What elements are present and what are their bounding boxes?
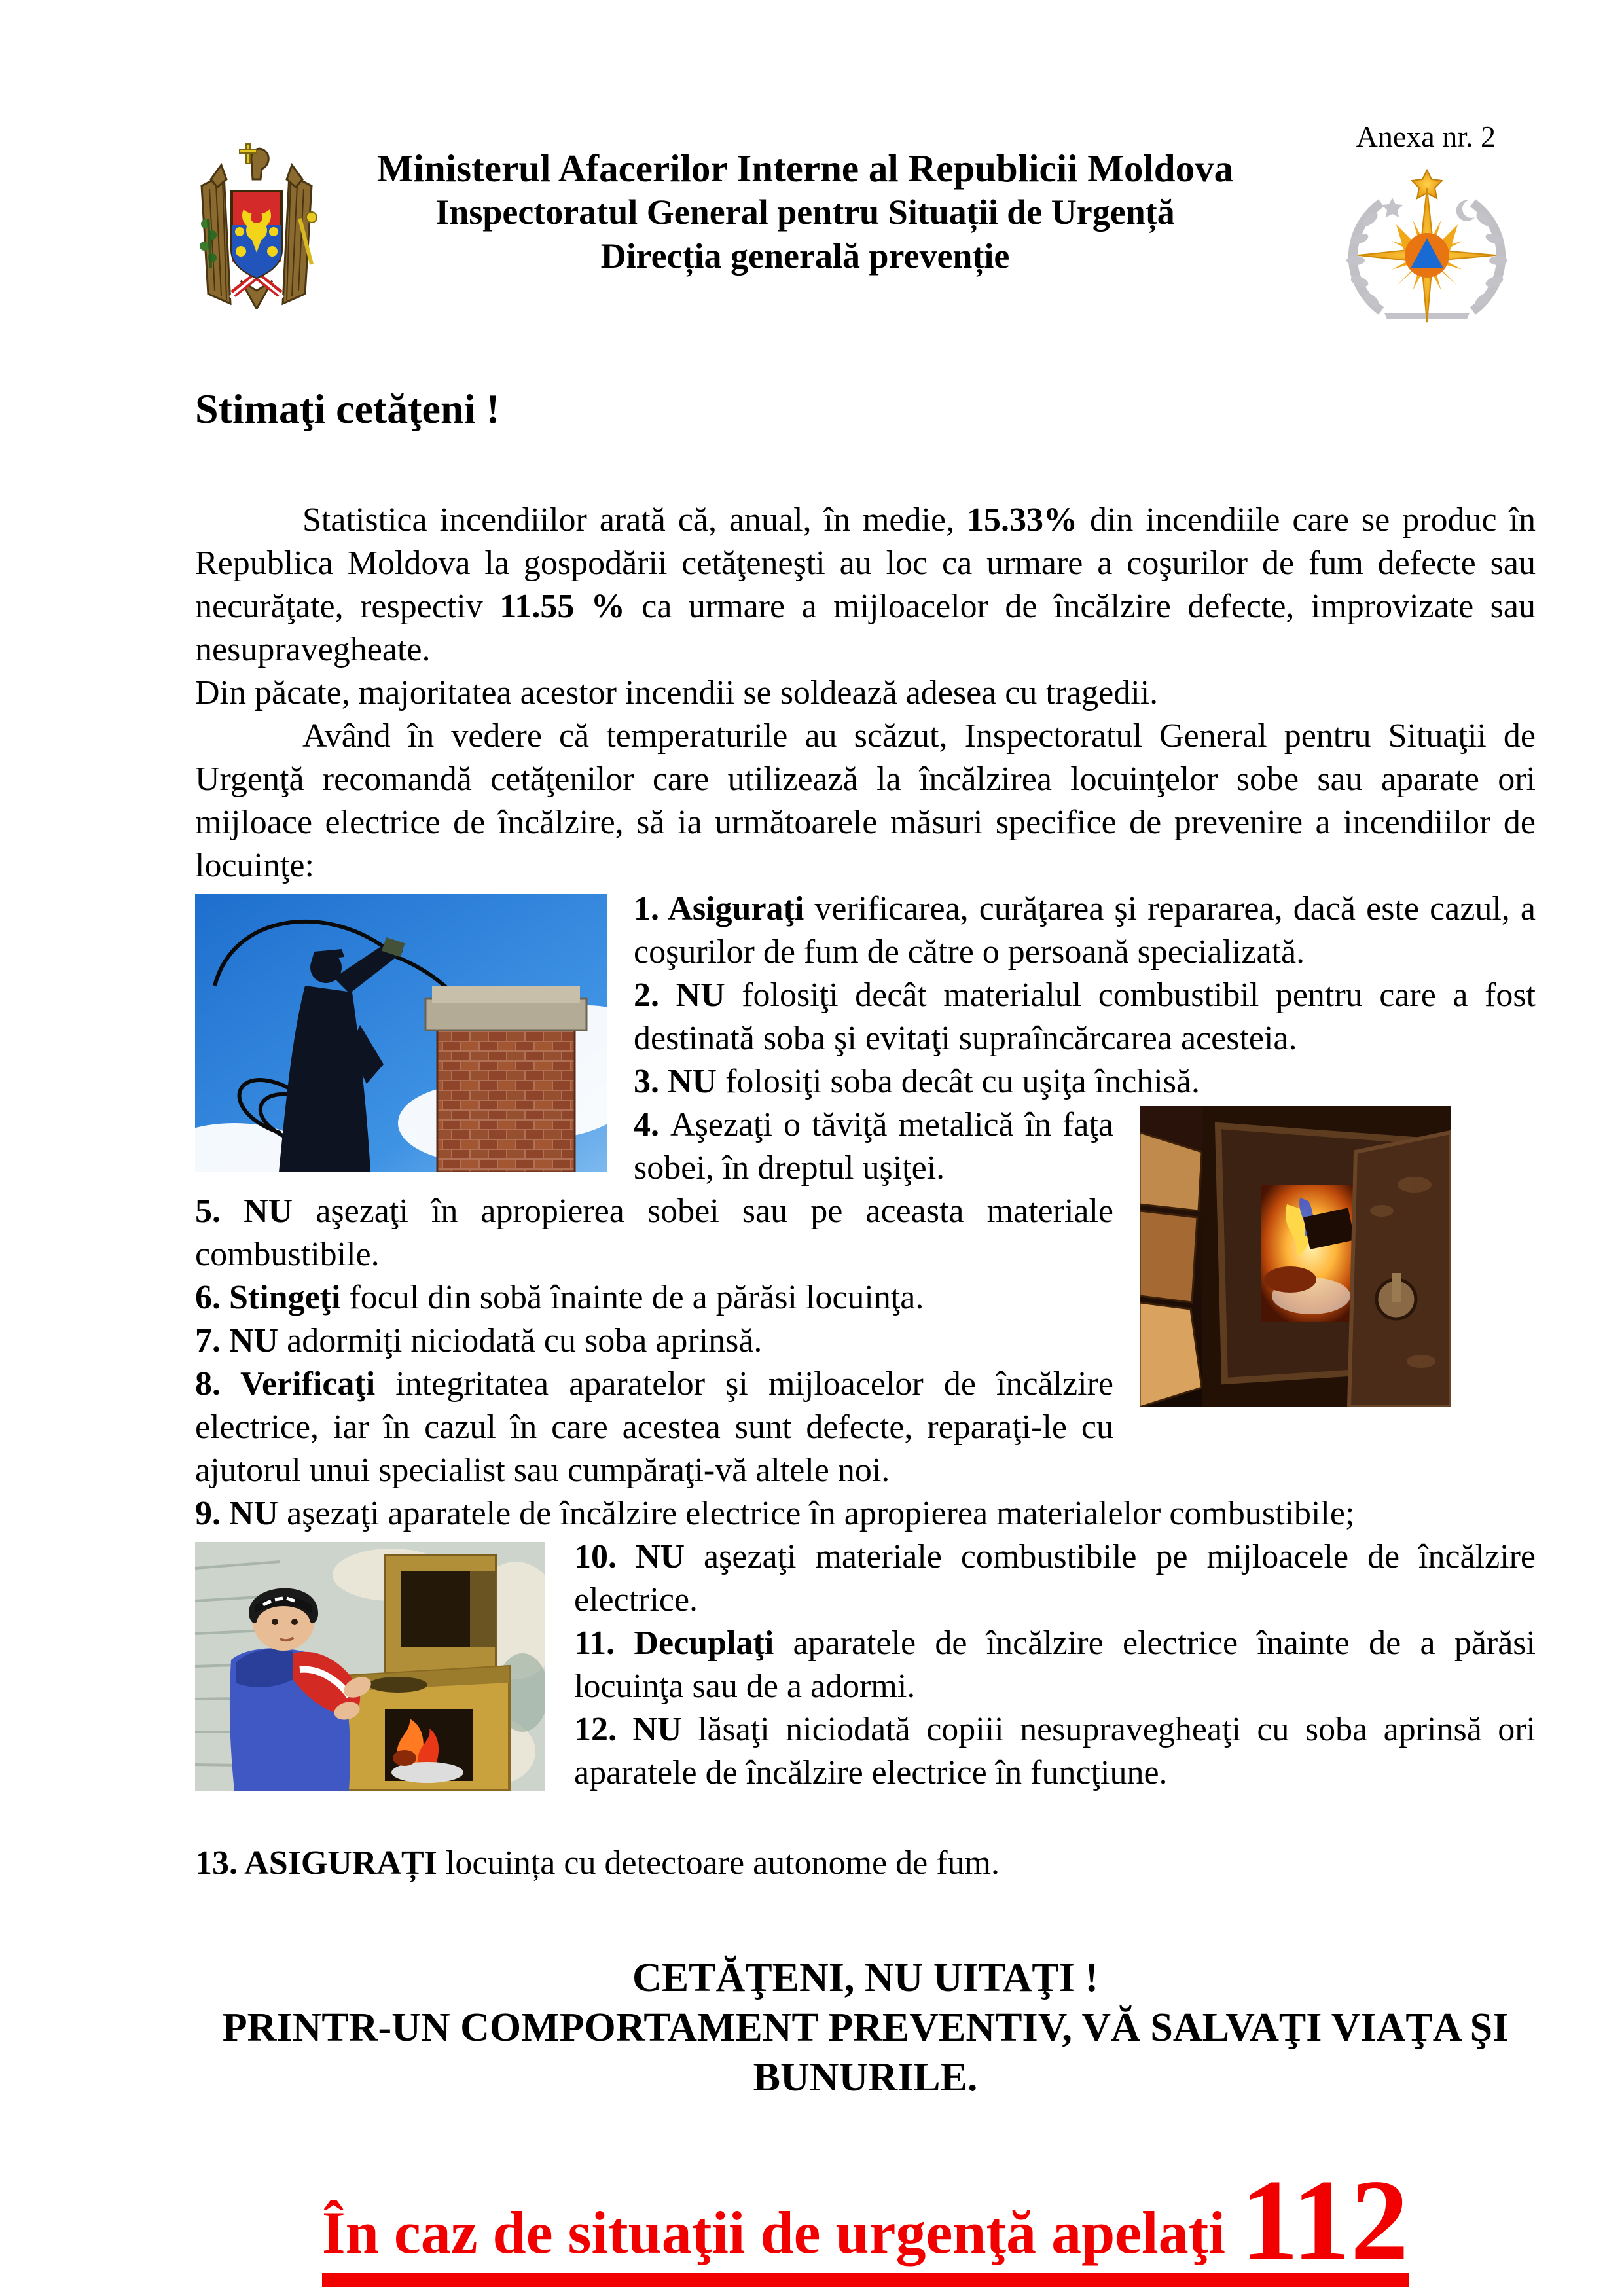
directorate-title: Direcția generală prevenție	[600, 236, 1010, 276]
list-item: 2. NU folosiţi decât materialul combustibil pentru care a fost destinată soba şi evitaţi supraîncărcarea acesteia.	[634, 977, 1536, 1057]
emergency-text: În caz de situaţii de urgenţă apelaţi	[321, 2199, 1240, 2266]
closing-appeal	[195, 1953, 1536, 2102]
child-warming-at-stove-photo	[195, 1542, 545, 1791]
list-item: 1. Asiguraţi verificarea, curăţarea şi repararea, dacă este cazul, a coşurilor de fum de către o persoană specializată.	[634, 890, 1536, 971]
salutation: Stimaţi cetăţeni !	[195, 386, 500, 432]
document-body	[195, 387, 1536, 2287]
statistic-percent-1: 15.33%	[966, 501, 1077, 539]
intro-paragraph-1: Statistica incendiilor arată că, anual, în medie, 15.33% din incendiile care se produc în Republica Moldova la gospodării cetăţeneşti au loc ca urmare a coşurilor de fum defecte sau necurăţate, respectiv 11.55 % ca urmare a mijloacelor de încălzire defecte, improvizate sau nesupravegheate.	[195, 501, 1536, 668]
list-item-13: 13. ASIGURAȚI locuința cu detectoare autonome de fum.	[195, 1844, 1000, 1882]
list-item: 9. NU aşezaţi aparatele de încălzire electrice în apropierea materialelor combustibile;	[195, 1495, 1355, 1532]
closing-line-2: PRINTR-UN COMPORTAMENT PREVENTIV, VĂ SALVAŢI VIAŢA ŞI BUNURILE.	[222, 2005, 1509, 2100]
list-item: 10. NU aşezaţi materiale combustibile pe mijloacele de încălzire electrice.	[574, 1538, 1536, 1619]
statistic-percent-2: 11.55 %	[499, 588, 625, 625]
emergency-call-banner	[195, 2155, 1536, 2287]
annex-label: Anexa nr. 2	[1356, 120, 1496, 153]
list-item: 6. Stingeţi focul din sobă înainte de a părăsi locuinţa.	[195, 1279, 924, 1316]
list-item: 4. Aşezaţi o tăviţă metalică în faţa sobei, în dreptul uşiţei.	[634, 1106, 1113, 1187]
intro-paragraph-3: Având în vedere că temperaturile au scăzut, Inspectoratul General pentru Situaţii de Urgenţă recomandă cetăţenilor care utilizează la încălzirea locuinţelor sobe sau aparate ori mijloace electrice de încălzire, să ia următoarele măsuri specifice de prevenire a incendiilor de locuinţe:	[195, 717, 1536, 884]
stove-fire-photo	[1140, 1106, 1451, 1407]
chimney-sweep-photo	[195, 894, 607, 1172]
header-titles	[288, 147, 1322, 278]
ministry-title: Ministerul Afacerilor Interne al Republicii Moldova	[376, 147, 1234, 190]
list-item: 3. NU folosiţi soba decât cu uşiţa închisă.	[634, 1063, 1200, 1100]
emergency-number-112: 112	[1240, 2155, 1409, 2285]
list-item: 5. NU aşezaţi în apropierea sobei sau pe aceasta materiale combustibile.	[195, 1193, 1114, 1273]
closing-line-1: CETĂŢENI, NU UITAŢI !	[632, 1956, 1098, 2000]
list-item: 12. NU lăsaţi niciodată copiii nesupravegheaţi cu soba aprinsă ori aparatele de încălzire electrice în funcţiune.	[574, 1711, 1536, 1791]
igsu-emblem-icon	[1319, 157, 1535, 329]
inspectorate-title: Inspectoratul General pentru Situații de Urgență	[435, 192, 1175, 232]
list-item: 7. NU adormiţi niciodată cu soba aprinsă.	[195, 1322, 763, 1359]
list-item: 8. Verificaţi integritatea aparatelor şi mijloacelor de încălzire electrice, iar în cazul în care acestea sunt defecte, reparaţi-le cu ajutorul unui specialist sau cumpăraţi-vă altele noi.	[195, 1365, 1114, 1489]
intro-paragraph-2: Din păcate, majoritatea acestor incendii se soldează adesea cu tragedii.	[195, 674, 1159, 711]
list-item: 11. Decuplaţi aparatele de încălzire electrice înainte de a părăsi locuinţa sau de a adormi.	[574, 1624, 1536, 1705]
